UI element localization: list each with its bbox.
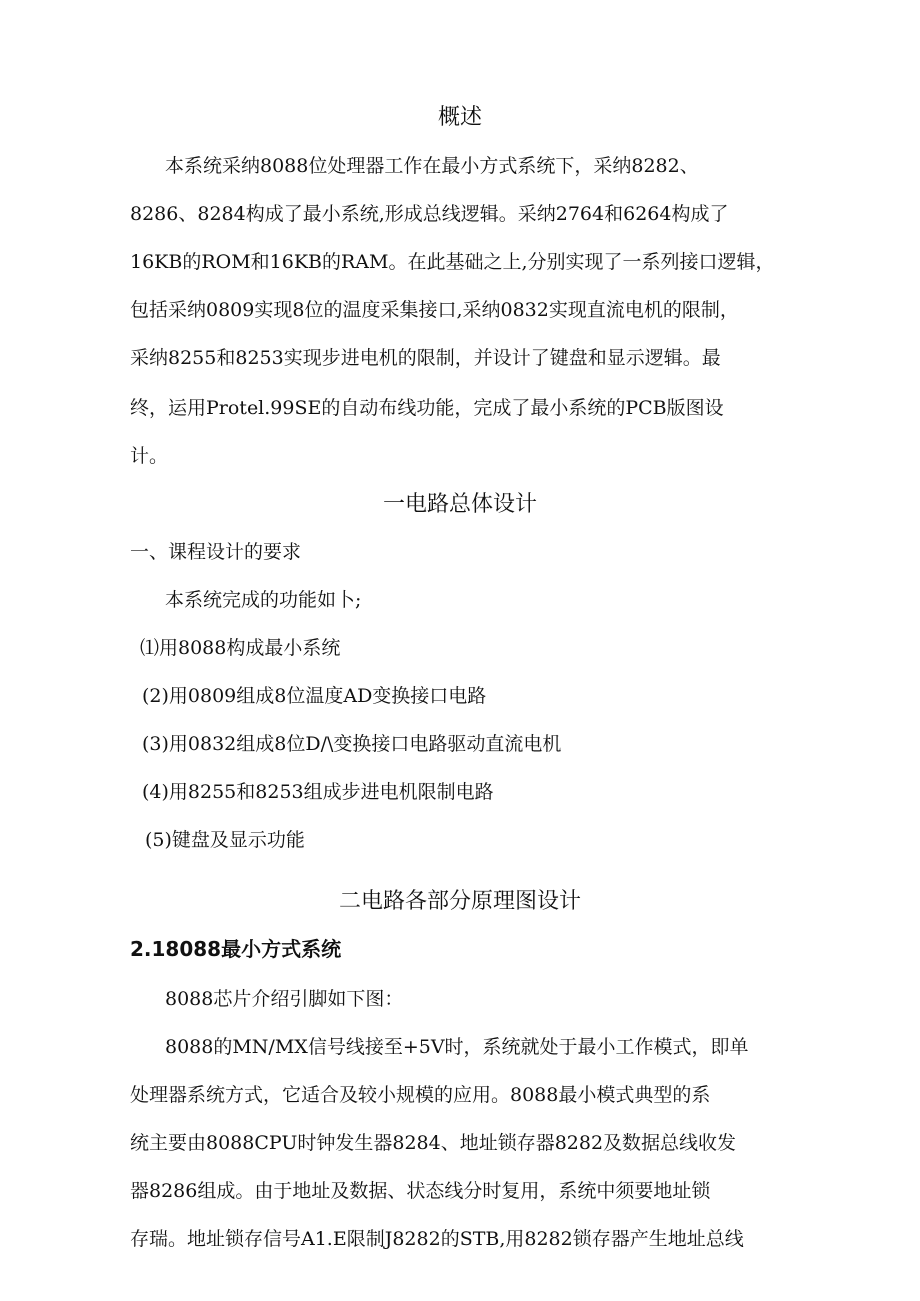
abstract-line: 采纳8255和8253实现步进电机的限制，并设计了键盘和显示逻辑。最 <box>130 347 721 369</box>
abstract-line: 本系统采纳8088位处理器工作在最小方式系统下，采纳8282、 <box>165 155 699 177</box>
paragraph-line: 器8286组成。由于地址及数据、状态线分时复用，系统中须要地址锁 <box>130 1180 711 1202</box>
abstract-line: 16KB的ROM和16KB的RAM。在此基础之上,分别实现了一系列接口逻辑， <box>130 251 775 273</box>
subsection-heading: 2.18088最小方式系统 <box>130 937 342 961</box>
paragraph-line: 统主要由8088CPU时钟发生器8284、地址锁存器8282及数据总线收发 <box>130 1132 737 1154</box>
list-item: (3)用0832组成8位D/\变换接口电路驱动直流电机 <box>142 733 562 755</box>
section-title: 二电路各部分原理图设计 <box>338 889 581 914</box>
abstract-line: 终，运用Protel.99SE的自动布线功能，完成了最小系统的PCB版图设 <box>130 397 724 419</box>
list-item: (4)用8255和8253组成步进电机限制电路 <box>142 781 494 803</box>
abstract-line: 计。 <box>130 445 169 467</box>
list-item: (2)用0809组成8位温度AD变换接口电路 <box>142 685 487 707</box>
abstract-line: 包括采纳0809实现8位的温度采集接口,采纳0832实现直流电机的限制， <box>130 299 739 321</box>
paragraph-line: 存瑞。地址锁存信号A1.E限制J8282的STB,用8282锁存器产生地址总线 <box>130 1228 744 1250</box>
paragraph-line: 处理器系统方式，它适合及较小规模的应用。8088最小模式典型的系 <box>130 1084 711 1106</box>
list-item: ⑴用8088构成最小系统 <box>140 637 341 659</box>
list-item: (5)键盘及显示功能 <box>145 829 305 851</box>
subsection-heading: 一、课程设计的要求 <box>130 541 302 563</box>
section-title: 一电路总体设计 <box>382 492 537 517</box>
intro-text: 本系统完成的功能如卜; <box>165 589 362 611</box>
paragraph-text: 8088芯片介绍引脚如下图： <box>165 988 404 1010</box>
abstract-line: 8286、8284构成了最小系统,形成总线逻辑。采纳2764和6264构成了 <box>130 203 729 225</box>
paragraph-line: 8088的MN/MX信号线接至+5V时，系统就处于最小工作模式，即单 <box>165 1036 749 1058</box>
page-title: 概述 <box>437 105 482 130</box>
